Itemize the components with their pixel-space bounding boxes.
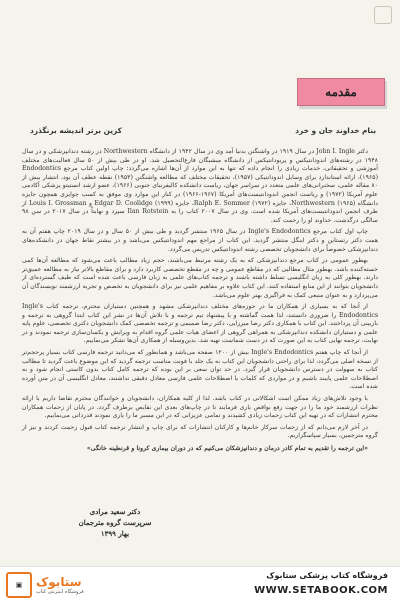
- store-name: فروشگاه کتاب پزشکی ستابوک: [266, 571, 388, 580]
- invocation-right: بنام خداوند جان و خرد: [295, 126, 376, 135]
- paragraph: از آنجا که چاپ هفتم Ingle's Endodontics بیش از ۱۲۰۰ صفحه می‌باشد و همانطور که می‌دانید ترجمه فارسی کتاب بسیار پرحجم‌تر از نسخه اصلی می‌گردد، لذا برای راحتی دانشجویان این کتاب به یک جلد با فونت مناسب ترجمه گردید که این موضوع باعث گردید تا مطالب کتاب به سهولت در دسترس دانشجویان قرار گیرد. در حد توان سعی بر این بوده که ترجمه کامل کتاب بدون کاستی انجام شود و به اصطلاحات علمی پایبند باشیم و در مواردی که کلمات یا اصطلاحات علمی فارسی معادل دقیقی نداشتند، معادل انگلیسی آن در متن آورده شده است.: [22, 349, 378, 391]
- signature-name: دکتر سعید مرادی: [89, 507, 141, 516]
- section-title: مقدمه: [325, 85, 357, 99]
- paragraph: در آخر لازم می‌دانم که از زحمات سرکار خانم‌ها و کارکنان انتشارات که برای چاپ و انتشار ترجمه کتاب قبول زحمت کردند و نیز از گروه مترجمین، بسیار سپاسگزاریم.: [22, 423, 378, 440]
- preface-body: [22, 148, 378, 488]
- store-logo[interactable]: [6, 570, 90, 600]
- book-logo-icon: ▣: [6, 572, 32, 598]
- logo-wordmark: ستابوک: [36, 575, 82, 589]
- paragraph: با وجود تلاش‌های زیاد ممکن است اشکالاتی در کتاب باشد. لذا از کلیه همکاران، دانشجویان و خوانندگان محترم تقاضا داریم با ارائه نظرات ارزشمند خود ما را در جهت رفع نواقص یاری فرمایند تا در چاپ‌های بعدی این نقایص برطرف گردد. در پایان از زحمات همکاران محترم انتشارات که در تهیه این کتاب زحمات زیادی کشیدند و تمامی عزیزانی که در این مسیر ما را یاری نمودند قدردانی می‌نماییم.: [22, 395, 378, 420]
- invocation-verse: [30, 126, 376, 140]
- signature-date: بهار ۱۳۹۹: [100, 529, 130, 538]
- store-footer: [0, 566, 400, 602]
- paragraph: از آنجا که به بسیاری از همکاران ما در حوزه‌های مختلف دندانپزشکی مشهد و همچنین دستیاران محترم، ترجمه کتاب Ingle's Endodontics را ضروری دانستند، لذا همت گماشته و با پیشنهاد تیم ترجمه و با تلاش آن‌ها در نشر این کتاب ابتدا گروهی به ترجمه و بازبینی آن پرداختند. این کتاب با همکاری دکتر رضا میرزایی، دکتر رضا صمیمی و ترجمه تخصصی کمک دانشجویان دکتری تخصصی، علوم پایه علمی و دستیاران دانشکده دندانپزشکی به همراهی گروهی از اعضای هیات علمی گروه اقدام به ویرایش و یکسان‌سازی ترجمه نمودند و در نهایت، ترجمه نهایی کتاب به این صورت که در دست شماست تهیه شد. بدین‌وسیله از همکاری آن‌ها تشکر می‌نماییم.: [22, 303, 378, 345]
- paragraph: دکتر John I. Ingle در سال ۱۹۱۹ در واشنگتن بدنیا آمد وی در سال ۱۹۴۲ از دانشگاه Northwestern در رشته دندانپزشکی و در سال ۱۹۴۸ در رشته‌های اندودانتیکس و پریودانتیکس از دانشگاه میشیگان فارغ‌التحصیل شد. او در طی بیش از ۵۰ سال فعالیت‌های مختلف آموزشی و تحقیقاتی، خدمات زیادی را انجام داده که تنها به این موارد از آن‌ها اشاره می‌گردد: چاپ اولین کتاب مرجع Endodontics (۱۹۶۵)، ارائه استاندارد برای وسایل اندودانتیکی (۱۹۵۷)، تحقیقات مختلف که مطالعه واشنگتن (۱۹۵۳) نقطه عطف آن بود، انتشار بیش از ۸۰ مقاله علمی، سخنرانی‌های علمی متعدد در سراسر جهان، ریاست دانشکده کالیفرنیای جنوبی (۱۹۶۶)، عضو ارشد انستیتو پزشکی آکادمی علوم آمریکا (۱۹۷۲) و ریاست انجمن اندودانتیست‌های آمریکا (۱۹۶۷-۱۹۶۶) در کنار این موارد وی موفق به کسب جوایزی همچون جایزه دانشگاه Northwestern (۱۹۶۵)، جایزه Ralph E. Sommer (۱۹۷۲)، جایزه Edgar D. Coolidge (۱۹۹۹) و Louis I. Grossman از طرف انجمن اندودانتیست‌های آمریکا شده است. وی در سال ۲۰۰۷ کتاب را به Ilan Rotstein سپرد و نهایتاً در سال ۲۰۱۷ در سن ۹۸ سالگی درگذشت. خداوند او را رحمت کند.: [22, 148, 378, 224]
- section-title-box: [297, 78, 385, 106]
- invocation-left: کزین برتر اندیشه برنگذرد: [30, 126, 122, 135]
- dedication: «این ترجمه را تقدیم به تمام کادر درمان و دندانپزشکان می‌کنیم که در دوران بیماری کرونا و قرنطینه خانگی»: [86, 445, 368, 452]
- paragraph: چاپ اول کتاب مرجع Ingle's Endodontics در سال ۱۹۶۵ منتشر گردید و طی بیش از ۵۰ سال و در سال ۲۰۱۹ چاپ هفتم آن به همت دکتر رتستاین و دکتر اینگل منتشر گردید. این کتاب از مراجع مهم اندودانتیکس می‌باشد و در بیشتر نقاط جهان در دانشکده‌های دندانپزشکی خصوصاً برای دانشجویان تخصصی رشته اندودانتیکس تدریس می‌گردد.: [22, 228, 378, 253]
- paragraph: بهطور عمومی در کتاب مرجع دندانپزشکی که به یک رشته مرتبط می‌باشند، حجم زیاد مطالب باعث می‌شود که مطالعه آن‌ها کمی خسته‌کننده باشد. بهطور مثال مطالبی که در مقاطع عمومی و چه در مقطع تخصصی کاربرد دارد و برای مقاطع بالاتر نیاز به مطالعه عمیق‌تر دارند. بهطور کلی به زبان انگلیسی تسلط داشته باشند و ترجمه کتاب‌های علمی به زبان فارسی باعث شده است که طیف گسترده‌ای از دانشجویان بتوانند از این منابع استفاده کنند. این کتاب علاوه بر مفاهیم علمی نیز برای دانشجویان به تخصص و تجربه ارزشمند نویسندگان آن می‌پردازد و به عنوان منبعی کمک به فراگیری بهتر علوم می‌باشد.: [22, 257, 378, 299]
- page-corner-mark: [374, 6, 392, 24]
- store-url-link[interactable]: WWW.SETABOOK.COM: [254, 585, 388, 596]
- signature-role: سرپرست گروه مترجمان: [78, 518, 152, 527]
- logo-tagline: فروشگاه اینترنتی کتاب: [36, 589, 84, 595]
- signature-block: [60, 506, 170, 539]
